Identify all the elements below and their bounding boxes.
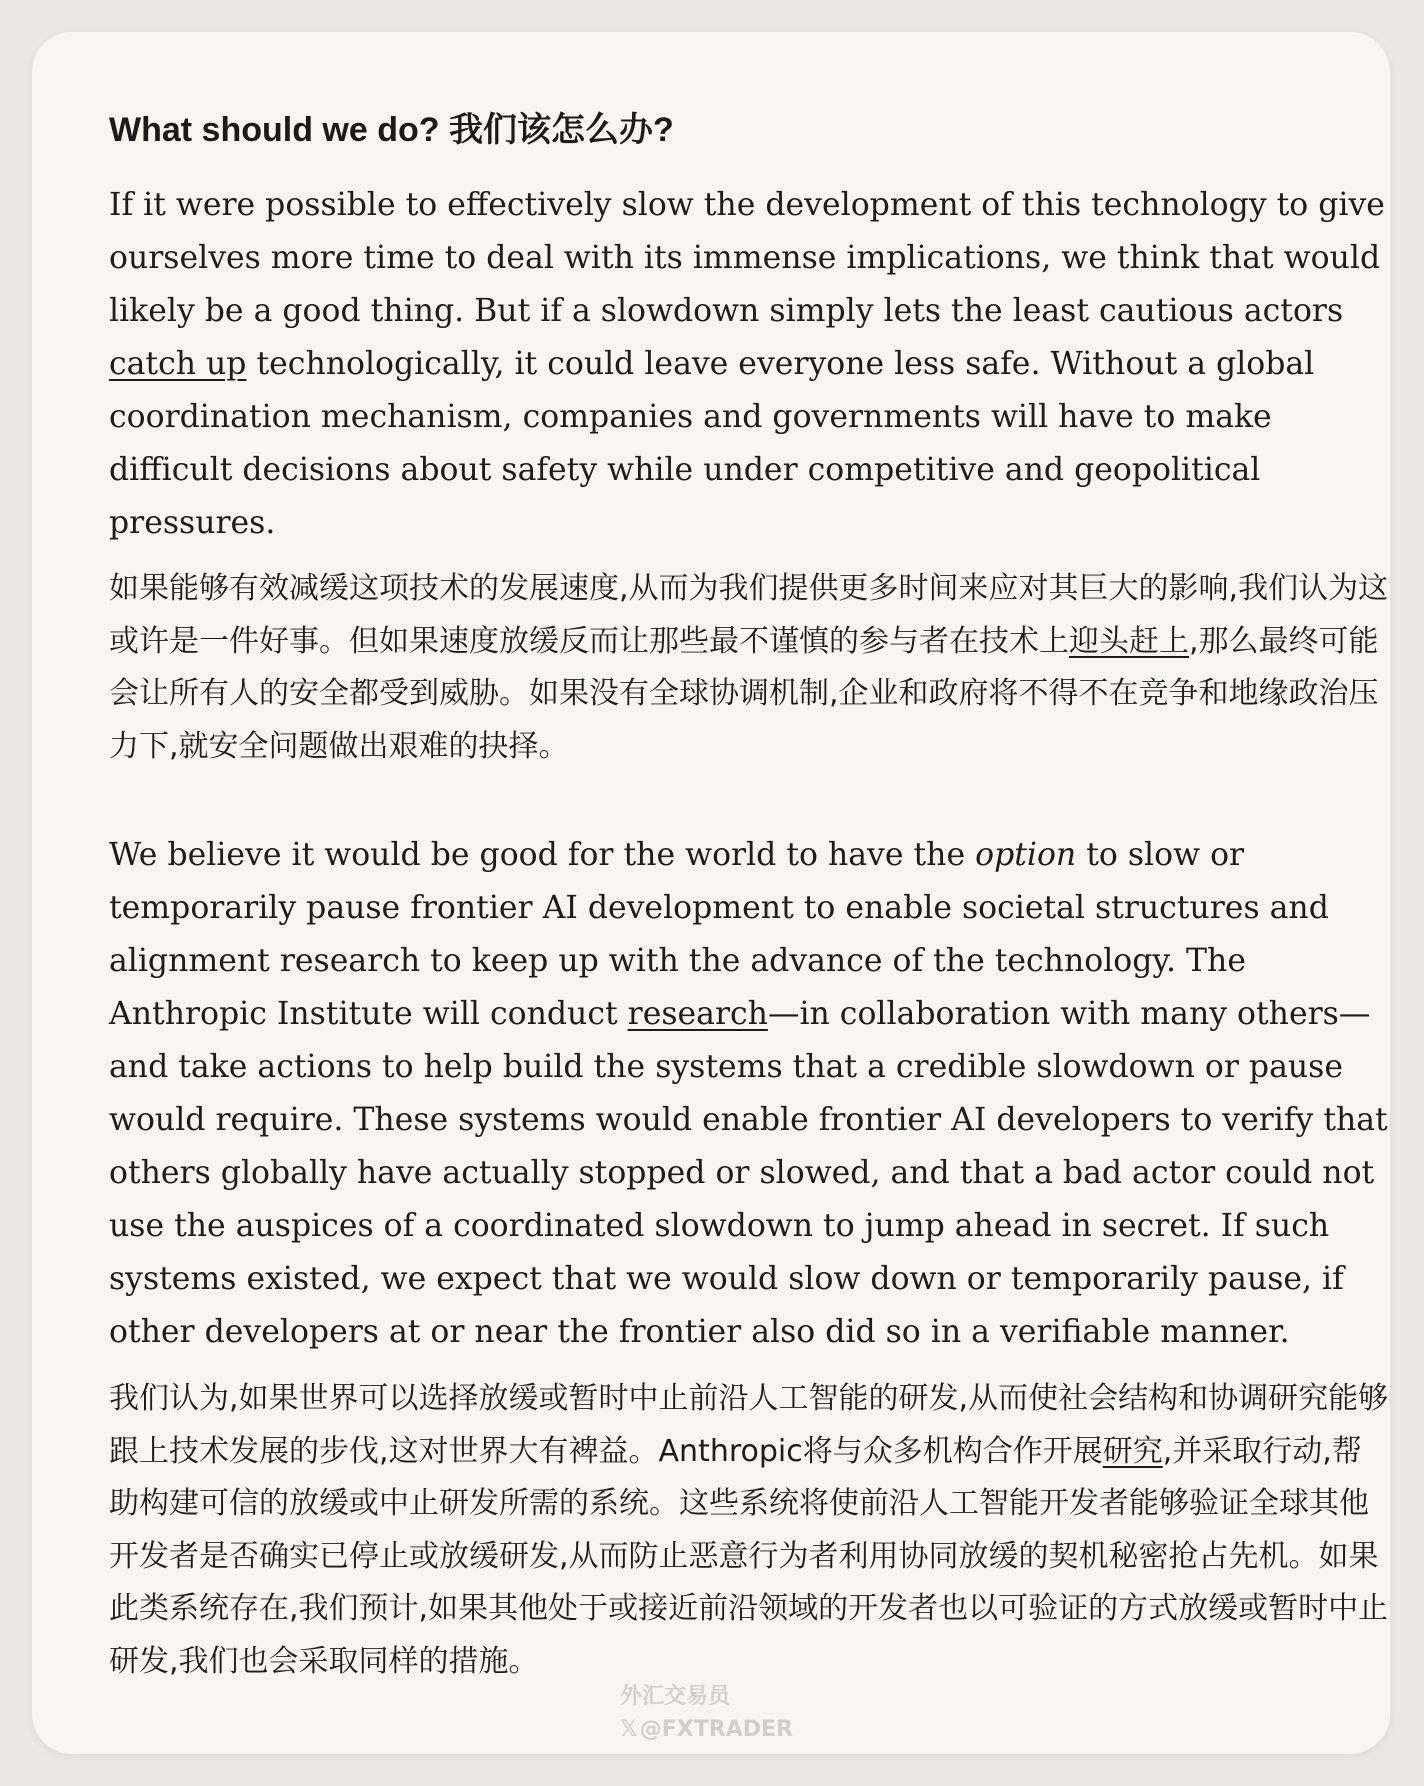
text-segment: to slow or temporarily pause frontier AI development to enable societal structures and alignment research to keep up with the advance of the technology. The Anthropic Institute will conduct: [109, 837, 1329, 1032]
catch-up-link[interactable]: catch up: [109, 346, 247, 382]
watermark-name: 外汇交易员: [620, 1684, 731, 1709]
text-segment: ,并采取行动,帮助构建可信的放缓或中止研发所需的系统。这些系统将使前沿人工智能开发者能够验证全球其他开发者是否确实已停止或放缓研发,从而防止恶意行为者利用协同放缓的契机秘密抢占先机。如果此类系统存在,我们预计,如果其他处于或接近前沿领域的开发者也以可验证的方式放缓或暂时中止研发,我们也会采取同样的措施。: [109, 1433, 1389, 1679]
text-segment: We believe it would be good for the world to have the: [109, 837, 976, 873]
section-heading: What should we do? 我们该怎么办?: [109, 111, 674, 149]
article-card: [32, 32, 1390, 1754]
catch-up-link-zh[interactable]: 迎头赶上: [1069, 623, 1189, 659]
text-segment: —in collaboration with many others—and take actions to help build the systems that a credible slowdown or pause would require. These systems would enable frontier AI developers to verify that others globally have actually stopped or slowed, and that a bad actor could not use the auspices of a coordinated slowdown to jump ahead in secret. If such systems existed, we expect that we would slow down or temporarily pause, if other developers at or near the frontier also did so in a verifiable manner.: [109, 996, 1388, 1350]
research-link[interactable]: research: [627, 996, 768, 1032]
watermark-handle: [620, 1713, 793, 1746]
paragraph-en-2: [109, 829, 1389, 1359]
paragraph-zh-1: [109, 563, 1389, 773]
x-logo-icon: 𝕏: [620, 1717, 638, 1742]
text-segment: 我们认为,如果世界可以选择放缓或暂时中止前沿人工智能的研发,从而使社会结构和协调研究能够跟上技术发展的步伐,这对世界大有裨益。Anthropic将与众多机构合作开展: [109, 1381, 1389, 1469]
paragraph-zh-2: [109, 1373, 1389, 1688]
text-segment: If it were possible to effectively slow the development of this technology to give ourselves more time to deal with its immense implications, we think that would likely be a good thing. But if a slowdown simply lets the least cautious actors: [109, 187, 1385, 329]
watermark-handle-text: @FXTRADER: [639, 1717, 793, 1742]
text-segment: 如果能够有效减缓这项技术的发展速度,从而为我们提供更多时间来应对其巨大的影响,我们认为这或许是一件好事。但如果速度放缓反而让那些最不谨慎的参与者在技术上: [109, 571, 1389, 659]
paragraph-en-1: [109, 179, 1389, 550]
watermark: [620, 1680, 793, 1746]
emphasis-option: option: [975, 837, 1077, 873]
research-link-zh[interactable]: 研究: [1102, 1433, 1163, 1469]
article-content: [109, 108, 1389, 1688]
text-segment: technologically, it could leave everyone less safe. Without a global coordination mechanism, companies and governments will have to make difficult decisions about safety while under competitive and geopolitical pressures.: [109, 346, 1315, 541]
text-segment: ,那么最终可能会让所有人的安全都受到威胁。如果没有全球协调机制,企业和政府将不得不在竞争和地缘政治压力下,就安全问题做出艰难的抉择。: [109, 623, 1379, 764]
